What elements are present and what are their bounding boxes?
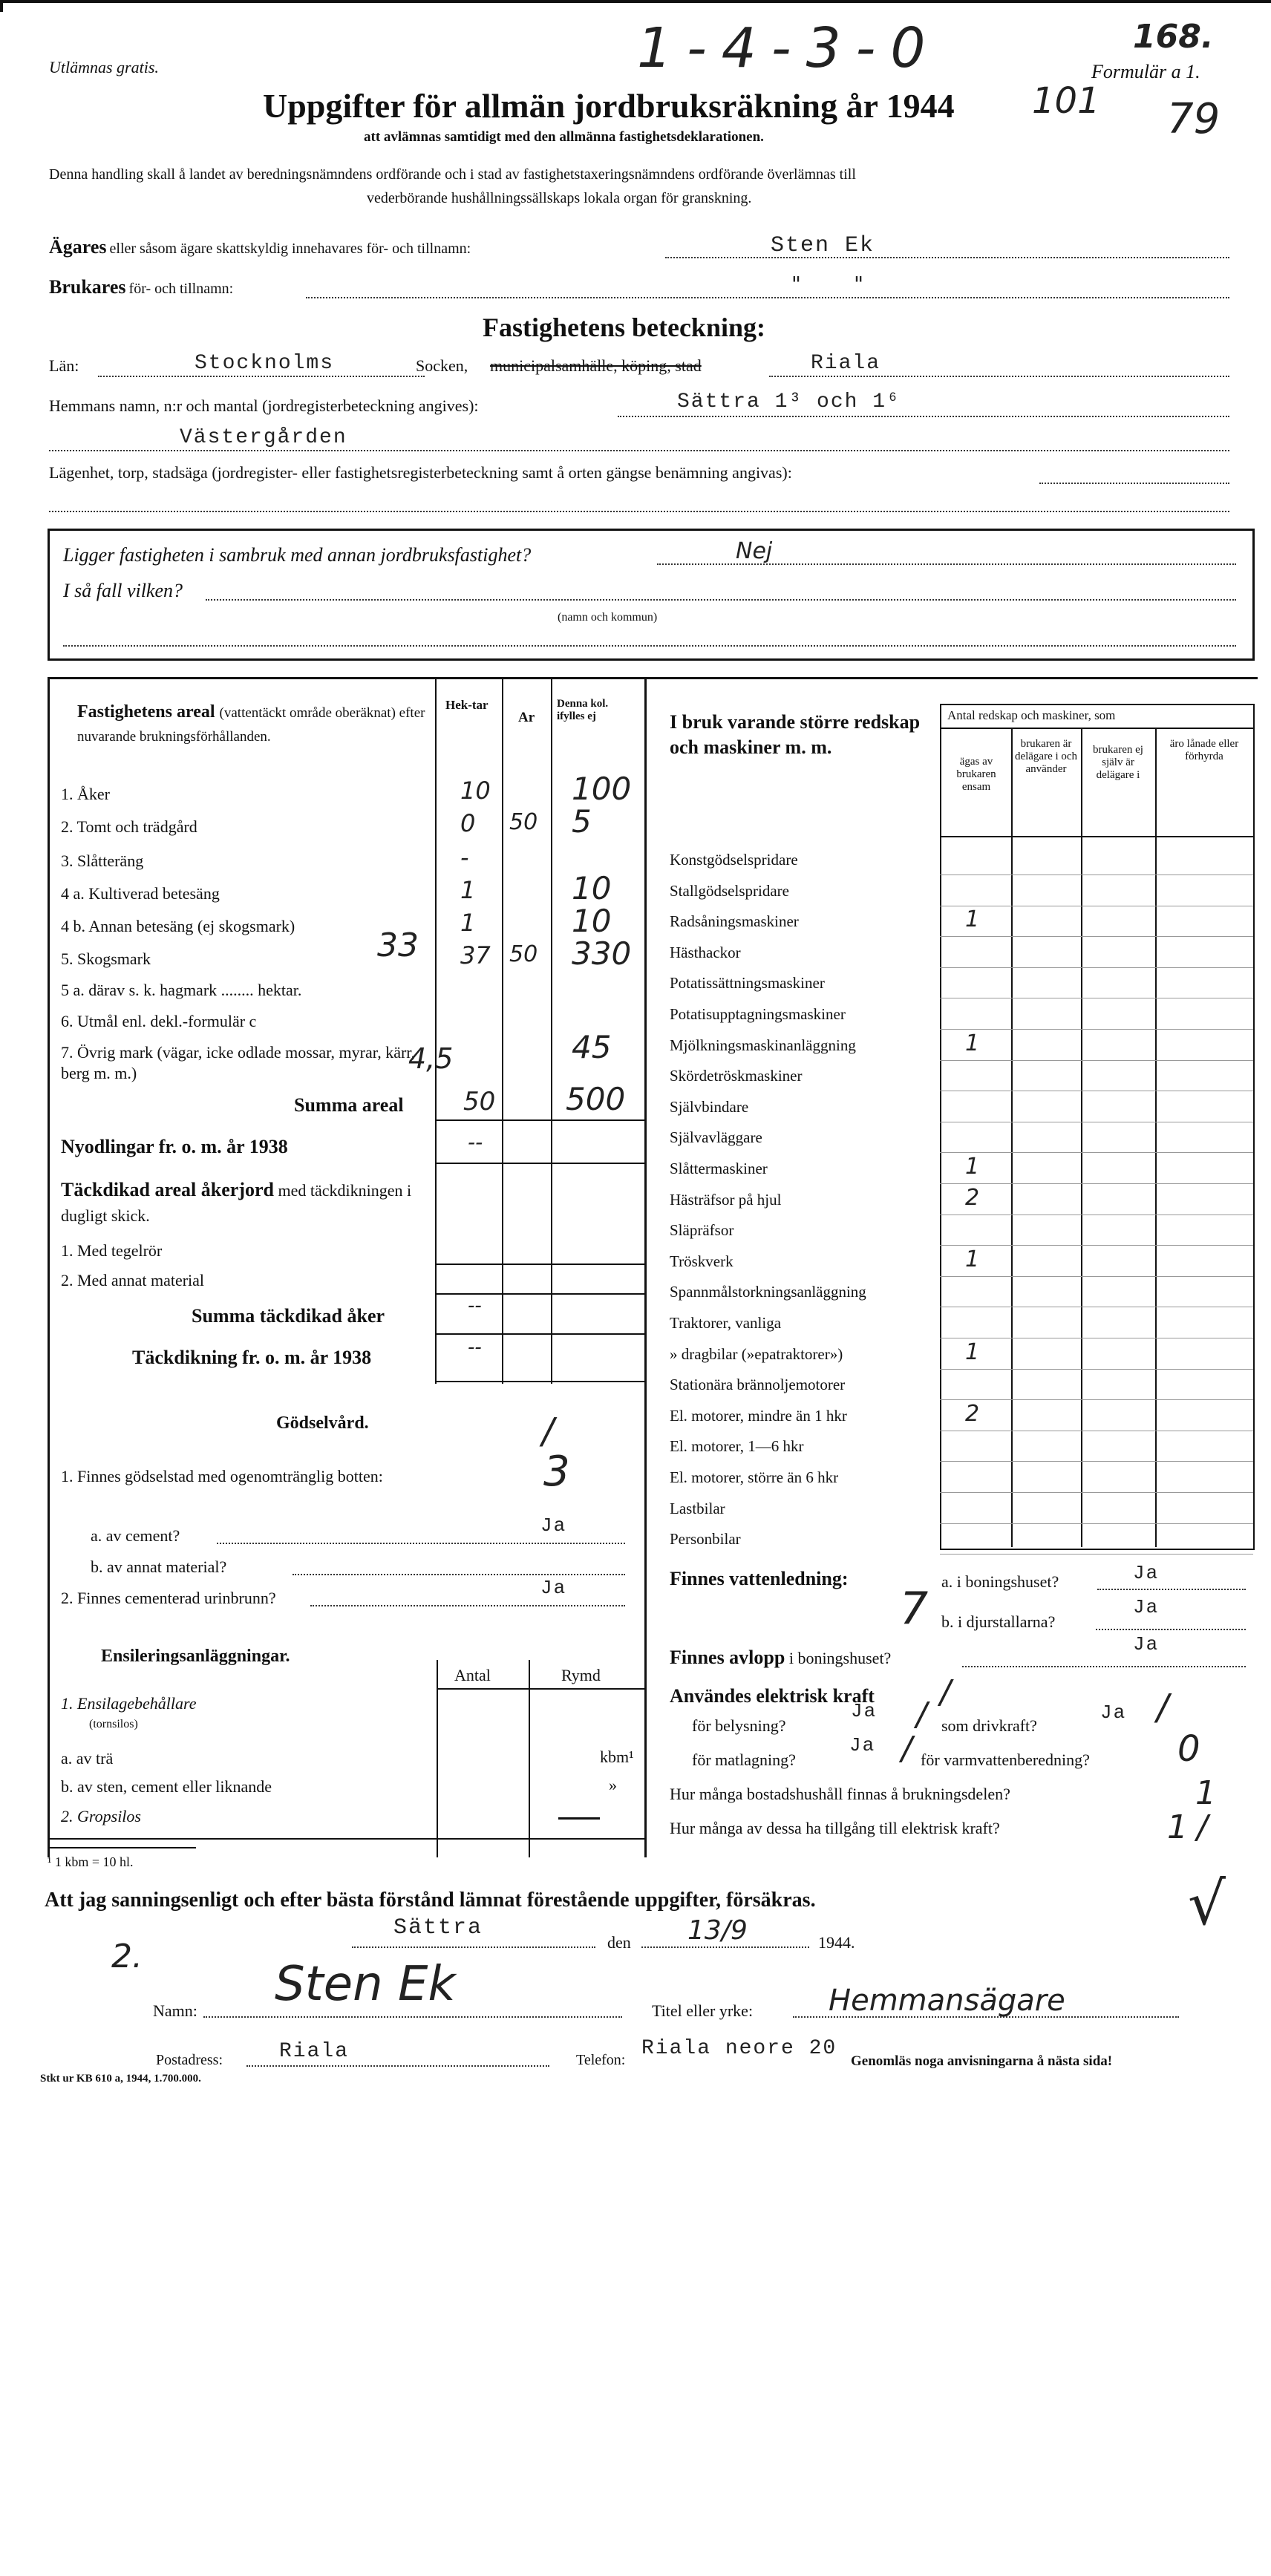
hemman-row — [49, 390, 1229, 422]
ensilering-heading: Ensileringsanläggningar. — [101, 1647, 290, 1666]
instruction-line-2: vederbörande hushållningssällskaps lokala organ för granskning. — [367, 190, 752, 206]
godsel-q1: 1. Finnes gödselstad med ogenomtränglig botten: — [61, 1467, 383, 1485]
date-line — [641, 1946, 809, 1948]
machine-row-line — [940, 1183, 1253, 1184]
machines-top-header: Antal redskap och maskiner, som — [947, 708, 1116, 722]
genomlas: Genomläs noga anvisningarna å nästa sida! — [851, 2053, 1113, 2069]
user-text: för- och tillnamn: — [128, 281, 234, 297]
machine-row-label: Tröskverk — [670, 1252, 733, 1270]
titel-value[interactable]: Hemmansägare — [829, 1984, 1065, 2018]
machine-row-label: El. motorer, större än 6 hkr — [670, 1468, 839, 1486]
hemman-label: Hemmans namn, n:r och mantal (jordregisterbeteckning angives): — [49, 396, 479, 415]
machine-row-label: Personbilar — [670, 1530, 741, 1548]
vatten-b-line — [1096, 1629, 1246, 1630]
area-row-label: 2. Tomt och trädgård — [61, 817, 197, 836]
area-row-kol: 100 — [572, 771, 632, 807]
machine-row-label: » dragbilar (»epatraktorer») — [670, 1345, 843, 1363]
machine-row-label: Konstgödselspridare — [670, 851, 798, 869]
machine-row-line — [940, 1492, 1253, 1493]
lagenhet-line — [1039, 483, 1229, 484]
col-hektar: Hek-tar — [445, 698, 489, 712]
sum-kol[interactable]: 500 — [566, 1081, 626, 1117]
area-row-hektar[interactable]: - — [460, 843, 469, 872]
machine-row-label: Hästhackor — [670, 944, 741, 961]
avlopp-rest: i boningshuset? — [788, 1649, 892, 1667]
drivkraft-value[interactable]: Ja — [1100, 1701, 1127, 1724]
sambruk-answer[interactable]: Nej — [736, 538, 773, 564]
tegel-row: 1. Med tegelrör — [61, 1241, 163, 1260]
ensilering-footnote: ¹ 1 kbm = 10 hl. — [48, 1854, 134, 1869]
vatten-a: a. i boningshuset? — [941, 1572, 1059, 1591]
machine-row-line — [940, 1399, 1253, 1400]
lan-value[interactable]: Stocknolms — [195, 352, 335, 375]
avlopp-line — [962, 1666, 1246, 1667]
postadress-value[interactable]: Riala — [279, 2040, 350, 2063]
machine-row-count[interactable]: 1 — [965, 1154, 980, 1180]
area-row-ar[interactable]: 50 — [509, 809, 538, 835]
ensilering-r1a: a. av trä — [61, 1749, 114, 1768]
sambruk-line-2 — [63, 645, 1236, 647]
area-row-label: 4 b. Annan betesäng (ej skogsmark) — [61, 917, 295, 935]
ensilering-r1a-unit: kbm¹ — [600, 1748, 634, 1766]
area-col-line-3 — [551, 677, 552, 1384]
area-row-label: 4 a. Kultiverad betesäng — [61, 884, 220, 903]
machine-row-count[interactable]: 1 — [965, 906, 980, 932]
sambruk-question: Ligger fastigheten i sambruk med annan jordbruksfastighet? — [63, 544, 532, 566]
tackdikning-label: Täckdikning fr. o. m. år 1938 — [132, 1347, 372, 1368]
godsel-qb-line — [293, 1574, 625, 1575]
machine-row-label: Släpräfsor — [670, 1221, 734, 1239]
blank-line — [49, 511, 1229, 512]
ensilering-r2: 2. Gropsilos — [61, 1807, 141, 1825]
annat-line — [435, 1293, 644, 1295]
godsel-q2: 2. Finnes cementerad urinbrunn? — [61, 1589, 276, 1607]
area-row-label: 5. Skogsmark — [61, 949, 151, 968]
form-subtitle: att avlämnas samtidigt med den allmänna fastighetsdeklarationen. — [364, 129, 764, 145]
area-row-hektar[interactable]: 37 — [460, 941, 491, 970]
free-label: Utlämnas gratis. — [49, 58, 159, 76]
handwritten-101: 101 — [1032, 80, 1100, 122]
machines-col-line-1 — [1011, 728, 1013, 1547]
area-row-hektar[interactable]: 0 — [460, 809, 476, 837]
tegel-line — [435, 1264, 644, 1265]
drivkraft-mark: / — [1157, 1687, 1169, 1728]
owner-value[interactable]: Sten Ek — [771, 233, 875, 258]
machine-row-label: Slåttermaskiner — [670, 1160, 768, 1177]
hushall-label: Hur många bostadshushåll finnas å brukningsdelen? — [670, 1785, 1010, 1803]
machines-col2: brukaren är delägare i och använder — [1014, 738, 1078, 775]
machine-row-count[interactable]: 2 — [965, 1185, 980, 1211]
margin-45: 4,5 — [408, 1042, 454, 1075]
socken-label: Socken, — [416, 356, 468, 375]
user-row — [49, 272, 1229, 301]
page-number: 2. — [111, 1938, 143, 1975]
machine-row-label: Stationära brännoljemotorer — [670, 1376, 846, 1393]
ensilering-r1-sub: (tornsilos) — [89, 1718, 138, 1730]
assurance: Att jag sanningsenligt och efter bästa förstånd lämnat förestående uppgifter, försäkras. — [45, 1889, 816, 1912]
area-row-ar[interactable]: 50 — [509, 941, 538, 967]
machine-row-label: Spannmålstorkningsanläggning — [670, 1283, 866, 1301]
socken-struck: municipalsamhälle, köping, stad — [490, 356, 702, 375]
area-row-kol: 330 — [572, 935, 632, 972]
machine-row-line — [940, 1152, 1253, 1153]
machines-head-line — [940, 728, 1253, 729]
hemman-line — [618, 416, 1229, 417]
tillgang-label: Hur många av dessa ha tillgång till elektrisk kraft? — [670, 1819, 1000, 1837]
ensilering-r1b-unit: » — [609, 1776, 617, 1794]
postadress-line — [246, 2065, 549, 2067]
area-row-label: 7. Övrig mark (vägar, icke odlade mossar, myrar, kärr, berg m. m.) — [61, 1043, 416, 1082]
machine-row-label: El. motorer, mindre än 1 hkr — [670, 1407, 847, 1425]
tackdikning-value[interactable]: -- — [468, 1336, 482, 1359]
summa-tackdikad: Summa täckdikad åker — [192, 1305, 385, 1327]
vatten-a-line — [1097, 1589, 1246, 1590]
area-row-label: 5 a. därav s. k. hagmark ........ hektar. — [61, 981, 302, 999]
place-line — [352, 1946, 595, 1948]
machine-row-line — [940, 1060, 1253, 1061]
telefon-value[interactable]: Riala neore 20 — [641, 2037, 837, 2060]
drivkraft-label: som drivkraft? — [941, 1716, 1037, 1735]
vatten-b: b. i djurstallarna? — [941, 1612, 1056, 1631]
machine-row-label: Lastbilar — [670, 1500, 725, 1517]
annat-row: 2. Med annat material — [61, 1271, 205, 1289]
machine-row-line — [940, 1245, 1253, 1246]
ensilering-col-antal: Antal — [454, 1666, 491, 1684]
machine-row-label: Stallgödselspridare — [670, 882, 789, 900]
machine-row-label: El. motorer, 1—6 hkr — [670, 1437, 804, 1455]
owner-line — [665, 257, 1229, 258]
machine-row-label: Självavläggare — [670, 1128, 762, 1146]
machine-row-line — [940, 1029, 1253, 1030]
area-heading — [77, 701, 434, 748]
machine-row-label: Mjölkningsmaskinanläggning — [670, 1036, 856, 1054]
matlagning-value[interactable]: Ja — [849, 1734, 876, 1756]
godsel-qb: b. av annat material? — [91, 1557, 227, 1576]
machine-row-label: Potatisupptagningsmaskiner — [670, 1005, 846, 1023]
avlopp-label: Finnes avlopp — [670, 1647, 785, 1668]
machine-row-count[interactable]: 1 — [965, 1246, 980, 1272]
area-row-kol: 45 — [572, 1029, 612, 1065]
avlopp-value[interactable]: Ja — [1133, 1633, 1160, 1655]
nyodling-line — [435, 1163, 644, 1164]
varmvatten-label: för varmvattenberedning? — [921, 1750, 1090, 1769]
godsel-q2-value[interactable]: Ja — [540, 1577, 567, 1599]
matlagning-mark: / — [901, 1730, 912, 1768]
machine-row-count[interactable]: 2 — [965, 1401, 980, 1427]
machine-row-label: Skördetröskmaskiner — [670, 1067, 803, 1085]
corner-number: 168. — [1133, 18, 1214, 56]
lan-label: Län: — [49, 356, 79, 375]
owner-label: Ägares — [49, 236, 107, 258]
area-col-line-2 — [502, 677, 503, 1384]
vatten-a-value[interactable]: Ja — [1133, 1562, 1160, 1584]
machines-col1: ägas av brukaren ensam — [956, 756, 996, 793]
area-left-border — [48, 677, 50, 1857]
place-value[interactable]: Sättra — [393, 1915, 483, 1941]
sambruk-which: I så fall vilken? — [63, 580, 183, 601]
godsel-qa-value[interactable]: Ja — [540, 1514, 567, 1537]
area-row-kol: 10 — [572, 903, 612, 939]
ensilering-bottom — [48, 1838, 646, 1840]
area-heading-main: Fastighetens areal — [77, 702, 215, 722]
owner-text: eller såsom ägare skattskyldig innehavares för- och tillnamn: — [109, 241, 471, 257]
machine-row-line — [940, 936, 1253, 937]
machine-row-count[interactable]: 1 — [965, 1339, 980, 1365]
godsel-q2-line — [310, 1605, 625, 1606]
hemman-value[interactable]: Sättra 1³ och 1⁶ — [677, 390, 901, 413]
machines-frame — [940, 704, 1255, 1550]
machine-row-label: Radsåningsmaskiner — [670, 912, 799, 930]
user-value[interactable]: " " — [791, 272, 863, 296]
godsel-mark: / — [542, 1410, 555, 1452]
godsel-qa: a. av cement? — [91, 1526, 180, 1545]
form-title: Uppgifter för allmän jordbruksräkning år 1944 — [263, 87, 955, 125]
form-number: Formulär a 1. — [1091, 61, 1200, 82]
area-row-label: 3. Slåtteräng — [61, 851, 144, 870]
tillgang-mark: / — [1197, 1808, 1208, 1846]
ensilering-r2-dash — [558, 1817, 600, 1820]
area-row-hektar[interactable]: 1 — [460, 876, 476, 904]
margin-33: 33 — [377, 926, 419, 964]
area-row-hektar[interactable]: 1 — [460, 909, 476, 937]
den-label: den — [607, 1933, 631, 1952]
telefon-label: Telefon: — [576, 2052, 626, 2068]
area-row-hektar[interactable]: 10 — [460, 777, 491, 805]
vatten-b-value[interactable]: Ja — [1133, 1596, 1160, 1618]
hemman-line-2 — [49, 450, 1229, 451]
sum-hektar[interactable]: 50 — [463, 1087, 496, 1117]
machines-col-line-2 — [1081, 728, 1082, 1547]
property-heading: Fastighetens beteckning: — [483, 313, 765, 342]
el-label: Användes elektrisk kraft — [670, 1685, 875, 1707]
hushall-value[interactable]: 1 — [1195, 1774, 1216, 1812]
belysning-mark: / — [916, 1696, 927, 1733]
godsel-q1-value[interactable]: 3 — [543, 1448, 570, 1496]
instruction-line-1: Denna handling skall å landet av beredningsnämndens ordförande och i stad av fastighetstaxeringsnämndens ordförande överlämnas till — [49, 166, 856, 183]
machine-row-label: Potatissättningsmaskiner — [670, 974, 825, 992]
handwritten-code: 1-4-3-0 — [637, 16, 941, 80]
ensilering-col-rymd: Rymd — [561, 1666, 601, 1684]
lagenhet-row — [49, 463, 1229, 488]
area-top-border — [48, 677, 1258, 679]
nyodling-label: Nyodlingar fr. o. m. år 1938 — [61, 1136, 288, 1157]
sum-line — [435, 1119, 644, 1121]
el-mark: / — [940, 1673, 951, 1711]
hemman-value-2[interactable]: Västergården — [180, 426, 347, 449]
user-line — [306, 297, 1229, 298]
vatten-bracket: 7 — [900, 1583, 929, 1635]
postadress-label: Postadress: — [156, 2052, 223, 2068]
col-kol: Denna kol. ifylles ej — [557, 698, 609, 722]
tackdikning-line — [435, 1381, 644, 1382]
machines-col3: brukaren ej själv är delägare i — [1093, 744, 1143, 781]
machine-row-count[interactable]: 1 — [965, 1030, 980, 1056]
area-col-line-1 — [435, 677, 437, 1384]
tackdikad-heading — [61, 1177, 432, 1229]
sambruk-note: (namn och kommun) — [558, 611, 658, 624]
owner-row — [49, 233, 1229, 261]
lagenhet-label: Lägenhet, torp, stadsäga (jordregister- eller fastighetsregisterbeteckning samt å orten gängse benämning angivas): — [49, 463, 792, 482]
vatten-label: Finnes vattenledning: — [670, 1568, 849, 1589]
belysning-label: för belysning? — [692, 1716, 786, 1735]
hemman-row-2 — [49, 426, 1229, 456]
matlagning-label: för matlagning? — [692, 1750, 796, 1769]
lan-line — [98, 376, 425, 377]
machines-heading: I bruk varande större redskap och maskiner m. m. — [670, 711, 921, 758]
signature[interactable]: Sten Ek — [275, 1957, 456, 2012]
godsel-heading: Gödselvård. — [276, 1413, 369, 1433]
area-row-kol: 5 — [572, 803, 592, 840]
machine-row-line — [940, 1554, 1253, 1555]
godsel-qa-line — [217, 1543, 625, 1544]
area-row-label: 1. Åker — [61, 785, 110, 803]
ensilering-footnote-rule — [48, 1847, 196, 1848]
ensilering-head-line — [437, 1688, 644, 1690]
check-mark: √ — [1188, 1869, 1226, 1938]
machine-row-label: Traktorer, vanliga — [670, 1314, 782, 1332]
machine-row-line — [940, 1523, 1253, 1524]
lan-row — [49, 352, 1229, 382]
sambruk-which-line — [206, 599, 1236, 601]
machines-col-line-3 — [1155, 728, 1157, 1547]
top-border — [0, 0, 1271, 12]
namn-line — [203, 2016, 622, 2018]
col-ar: Ar — [518, 710, 535, 725]
tackdikad-rest: med täckdikningen i dugligt skick. — [61, 1181, 412, 1225]
area-row-label: 6. Utmål enl. dekl.-formulär c — [61, 1012, 257, 1030]
titel-label: Titel eller yrke: — [652, 2001, 754, 2020]
machine-row-label: Hästräfsor på hjul — [670, 1191, 782, 1209]
sambruk-box — [48, 529, 1255, 661]
belysning-value[interactable]: Ja — [851, 1700, 878, 1722]
ensilering-r1: 1. Ensilagebehållare — [61, 1694, 197, 1713]
machines-subhead-line — [940, 836, 1253, 837]
machine-row-line — [940, 1276, 1253, 1277]
socken-line — [769, 376, 1229, 377]
ensilering-r1b: b. av sten, cement eller liknande — [61, 1777, 272, 1796]
machines-col4: äro lånade eller förhyrda — [1169, 738, 1239, 762]
machine-row-line — [940, 1461, 1253, 1462]
user-label: Brukares — [49, 276, 126, 298]
namn-label: Namn: — [153, 2001, 197, 2020]
date-value[interactable]: 13/9 — [687, 1915, 748, 1946]
area-heading-rest: (vattentäckt område oberäknat) efter nuvarande brukningsförhållanden. — [77, 705, 425, 745]
socken-value[interactable]: Riala — [811, 352, 881, 375]
area-row-kol: 10 — [572, 870, 612, 906]
machine-row-line — [940, 1369, 1253, 1370]
tillgang-value[interactable]: 1 — [1167, 1808, 1188, 1846]
handwritten-79: 79 — [1167, 95, 1221, 143]
varmvatten-value[interactable]: 0 — [1177, 1728, 1200, 1770]
print-info: Stkt ur KB 610 a, 1944, 1.700.000. — [40, 2073, 201, 2085]
machine-row-line — [940, 967, 1253, 968]
summa-tackdikad-value[interactable]: -- — [468, 1295, 482, 1317]
tackdikad-label: Täckdikad areal åkerjord — [61, 1179, 274, 1200]
sum-label: Summa areal — [294, 1094, 404, 1116]
year-label: 1944. — [818, 1933, 855, 1952]
avlopp-row — [670, 1647, 891, 1669]
machine-row-label: Självbindare — [670, 1098, 749, 1116]
nyodling-value[interactable]: -- — [468, 1130, 483, 1154]
summa-line — [435, 1333, 644, 1335]
